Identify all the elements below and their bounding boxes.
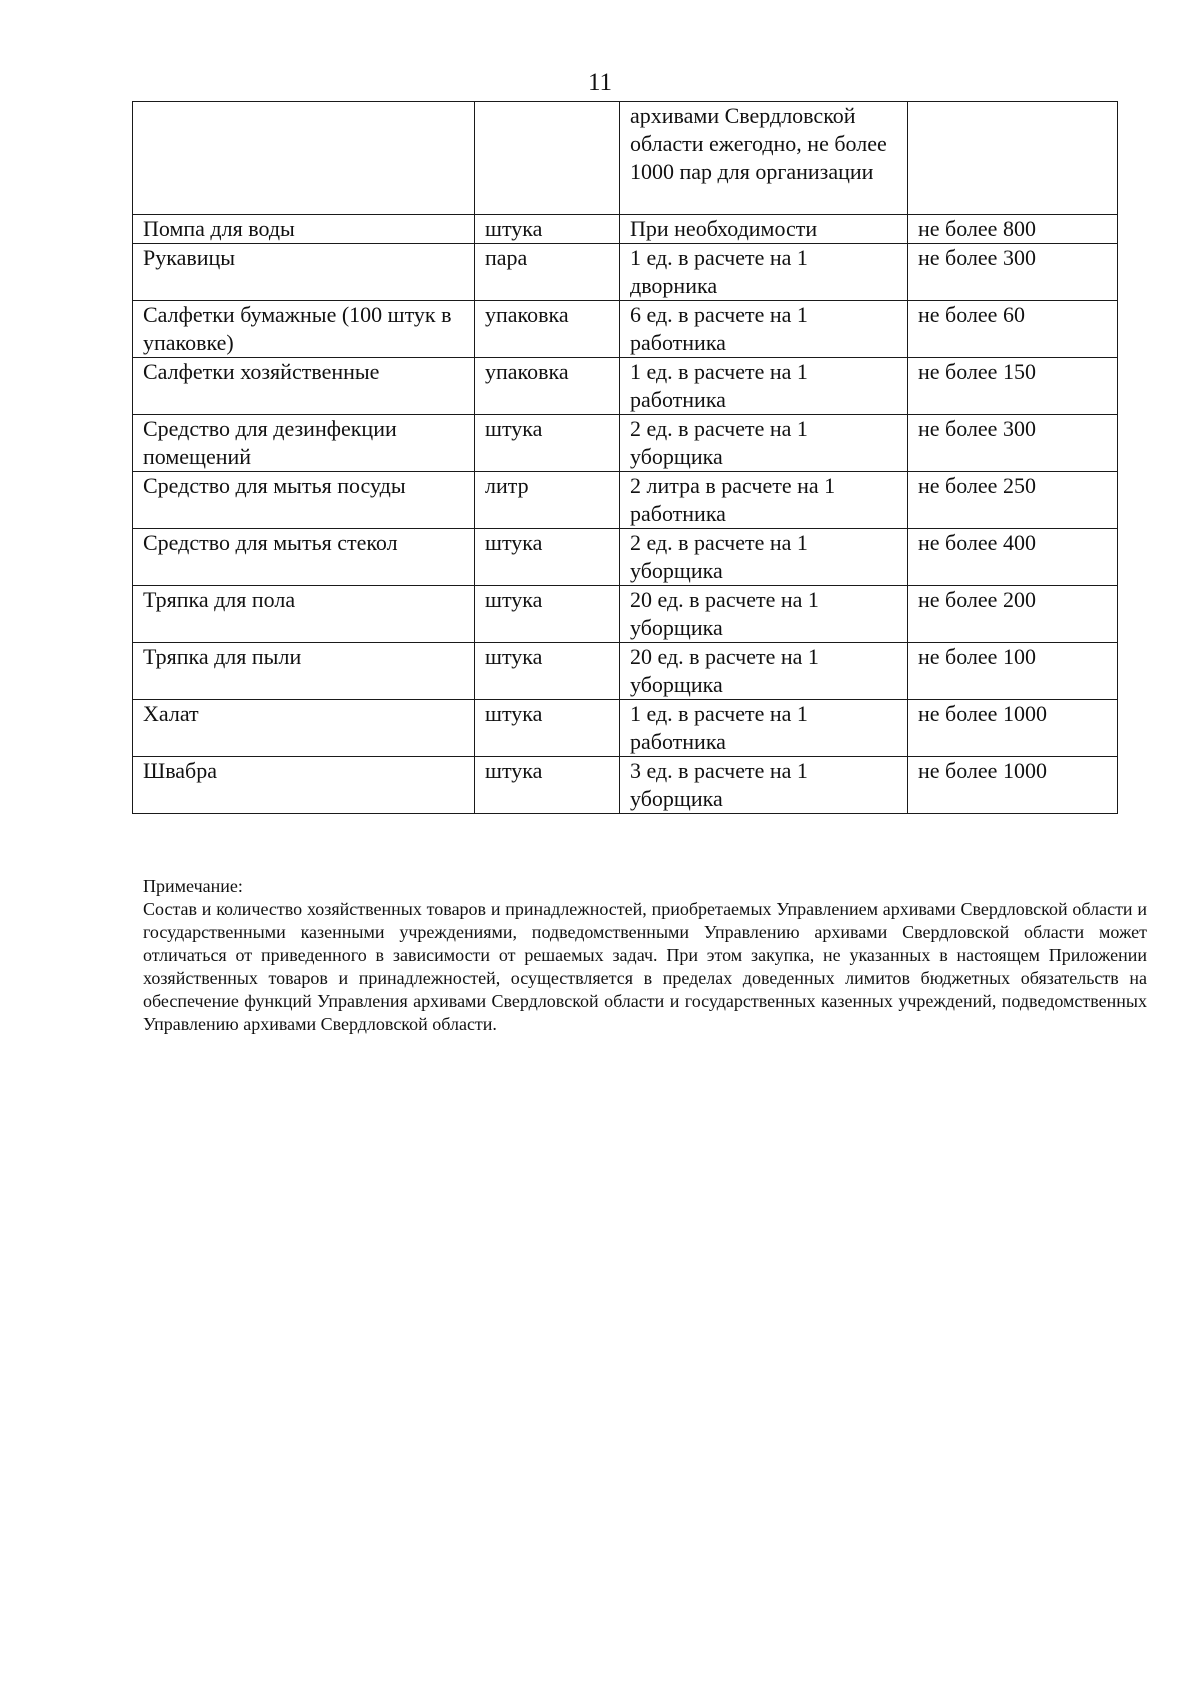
price-cell: не более 60 — [908, 301, 1118, 358]
table-row — [133, 244, 1118, 301]
item-name-cell — [133, 102, 475, 215]
supplies-table — [132, 101, 1118, 814]
norm-cell: 1 ед. в расчете на 1 работника — [620, 358, 908, 415]
unit-cell: упаковка — [475, 301, 620, 358]
table-row — [133, 215, 1118, 244]
note-title: Примечание: — [143, 876, 243, 896]
table-row — [133, 586, 1118, 643]
item-name-cell: Швабра — [133, 757, 475, 814]
price-cell: не более 400 — [908, 529, 1118, 586]
price-cell: не более 1000 — [908, 757, 1118, 814]
price-cell: не более 800 — [908, 215, 1118, 244]
table-row — [133, 529, 1118, 586]
unit-cell: штука — [475, 700, 620, 757]
note-block — [143, 875, 1147, 1036]
norm-cell: 1 ед. в расчете на 1 дворника — [620, 244, 908, 301]
item-name-cell: Средство для мытья посуды — [133, 472, 475, 529]
page-number: 11 — [587, 69, 613, 96]
table-row — [133, 643, 1118, 700]
item-name-cell: Средство для мытья стекол — [133, 529, 475, 586]
norm-cell: 1 ед. в расчете на 1 работника — [620, 700, 908, 757]
price-cell: не более 200 — [908, 586, 1118, 643]
unit-cell: штука — [475, 757, 620, 814]
item-name-cell: Тряпка для пола — [133, 586, 475, 643]
table-row — [133, 358, 1118, 415]
norm-cell: 2 ед. в расчете на 1 уборщика — [620, 415, 908, 472]
item-name-cell: Салфетки хозяйственные — [133, 358, 475, 415]
unit-cell: штука — [475, 529, 620, 586]
price-cell: не более 100 — [908, 643, 1118, 700]
unit-cell: штука — [475, 415, 620, 472]
price-cell: не более 1000 — [908, 700, 1118, 757]
table-row — [133, 415, 1118, 472]
unit-cell: штука — [475, 586, 620, 643]
norm-cell: 3 ед. в расчете на 1 уборщика — [620, 757, 908, 814]
item-name-cell: Халат — [133, 700, 475, 757]
unit-cell: пара — [475, 244, 620, 301]
table-row — [133, 757, 1118, 814]
norm-cell: архивами Свердловской области ежегодно, не более 1000 пар для организации — [620, 102, 908, 215]
price-cell: не более 250 — [908, 472, 1118, 529]
unit-cell: упаковка — [475, 358, 620, 415]
norm-cell: 20 ед. в расчете на 1 уборщика — [620, 586, 908, 643]
price-cell: не более 300 — [908, 415, 1118, 472]
price-cell: не более 150 — [908, 358, 1118, 415]
item-name-cell: Рукавицы — [133, 244, 475, 301]
item-name-cell: Помпа для воды — [133, 215, 475, 244]
unit-cell: литр — [475, 472, 620, 529]
norm-cell: При необходимости — [620, 215, 908, 244]
norm-cell: 20 ед. в расчете на 1 уборщика — [620, 643, 908, 700]
unit-cell: штука — [475, 643, 620, 700]
table-row — [133, 700, 1118, 757]
item-name-cell: Тряпка для пыли — [133, 643, 475, 700]
norm-cell: 2 ед. в расчете на 1 уборщика — [620, 529, 908, 586]
item-name-cell: Салфетки бумажные (100 штук в упаковке) — [133, 301, 475, 358]
norm-cell: 2 литра в расчете на 1 работника — [620, 472, 908, 529]
table-row — [133, 102, 1118, 215]
norm-cell: 6 ед. в расчете на 1 работника — [620, 301, 908, 358]
unit-cell — [475, 102, 620, 215]
item-name-cell: Средство для дезинфекции помещений — [133, 415, 475, 472]
price-cell — [908, 102, 1118, 215]
unit-cell: штука — [475, 215, 620, 244]
table-row — [133, 301, 1118, 358]
table-row — [133, 472, 1118, 529]
note-text: Состав и количество хозяйственных товаров и принадлежностей, приобретаемых Управлением архивами Свердловской области и государственными казенными учреждениями, подведомственными Управлению архивами Свердловской области может отличаться от приведенного в зависимости от решаемых задач. При этом закупка, не указанных в настоящем Приложении хозяйственных товаров и принадлежностей, осуществляется в пределах доведенных лимитов бюджетных обязательств на обеспечение функций Управления архивами Свердловской области и государственных казенных учреждений, подведомственных Управлению архивами Свердловской области. — [143, 899, 1147, 1034]
price-cell: не более 300 — [908, 244, 1118, 301]
